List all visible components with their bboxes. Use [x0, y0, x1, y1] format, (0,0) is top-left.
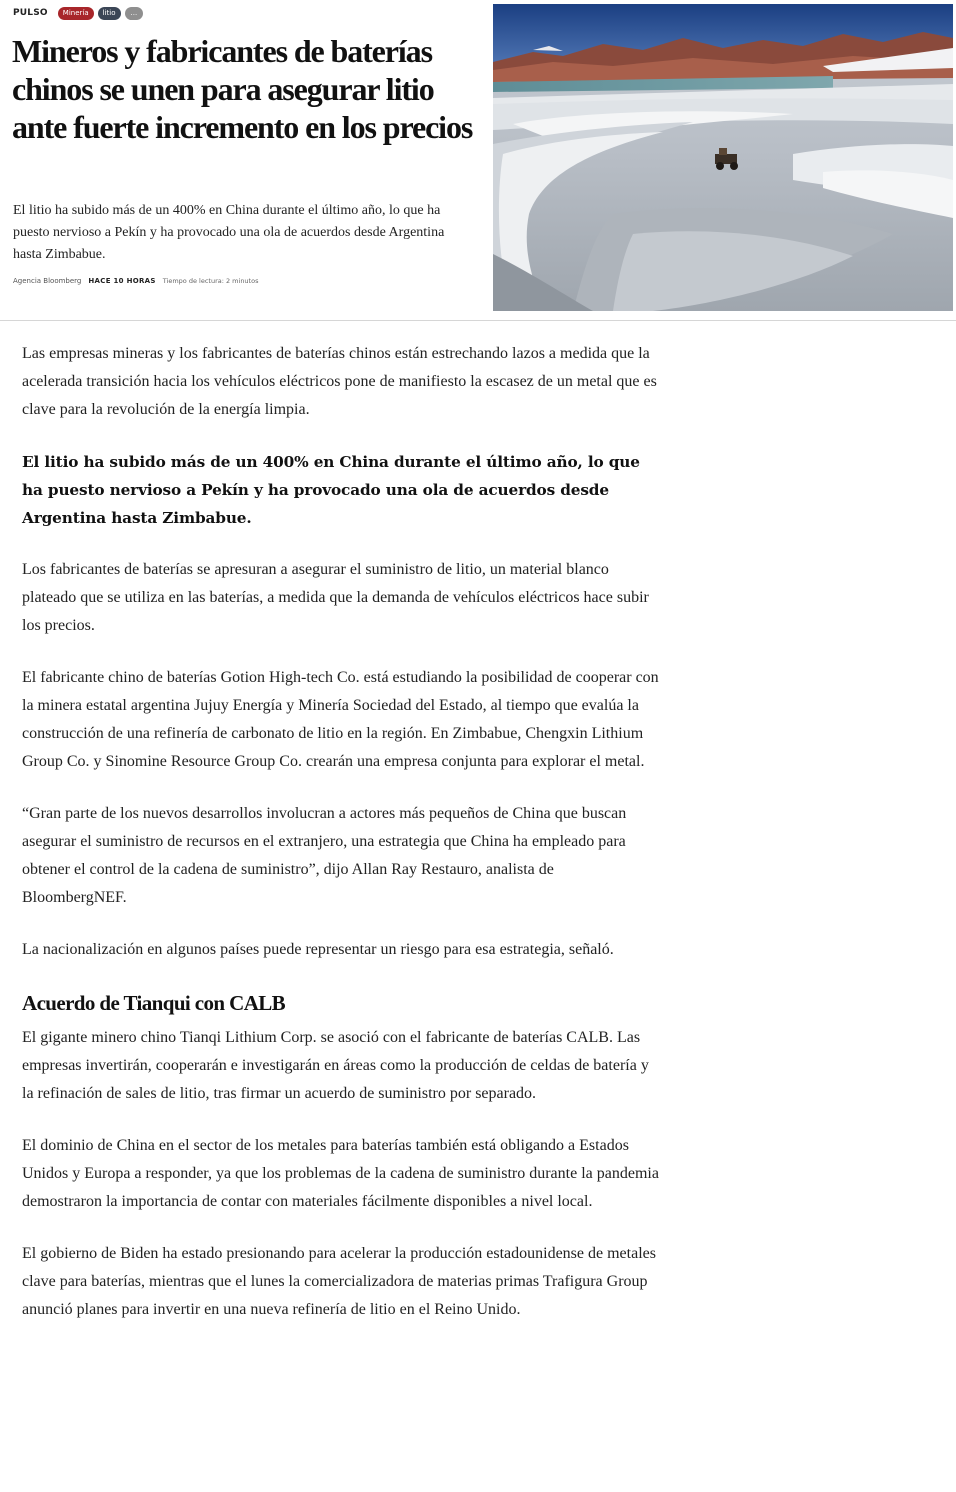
paragraph: El gobierno de Biden ha estado presionando para acelerar la producción estadounidense de metales clave para baterías, mientras que el lunes la comercializadora de materias primas Trafigura Group anunció planes para invertir en una nueva refinería de litio en el Reino Unido.: [22, 1245, 656, 1318]
paragraph: El fabricante chino de baterías Gotion High-tech Co. está estudiando la posibilidad de cooperar con la minera estatal argentina Jujuy Energía y Minería Sociedad del Estado, al tiempo que evalúa la construcción de una refinería de carbonato de litio en la región. En Zimbabue, Chengxin Lithium Group Co. y Sinomine Resource Group Co. crearán una empresa conjunta para explorar el metal.: [22, 669, 659, 770]
header-divider: [0, 320, 956, 321]
paragraph: El gigante minero chino Tianqi Lithium Corp. se asoció con el fabricante de baterías CALB. Las empresas invertirán, cooperarán e investigarán en áreas como la producción de celdas de batería y la refinación de sales de litio, tras firmar un acuerdo de suministro por separado.: [22, 1029, 649, 1102]
paragraph: La nacionalización en algunos países puede representar un riesgo para esa estrategia, señaló.: [22, 941, 614, 958]
lead-paragraph: El litio ha subido más de un 400% en China durante el último año, lo que ha puesto nervioso a Pekín y ha provocado una ola de acuerdos desde Argentina hasta Zimbabue.: [22, 453, 640, 527]
tag-litio[interactable]: litio: [98, 7, 121, 20]
reading-time: Tiempo de lectura: 2 minutos: [162, 277, 259, 285]
section-link[interactable]: PULSO: [13, 8, 48, 18]
paragraph: “Gran parte de los nuevos desarrollos involucran a actores más pequeños de China que buscan asegurar el suministro de recursos en el extranjero, una estrategia que China ha empleado para obtener el control de la cadena de suministro”, dijo Allan Ray Restauro, analista de BloombergNEF.: [22, 805, 627, 906]
more-tags-button[interactable]: ...: [125, 7, 144, 20]
article-meta: [13, 277, 258, 285]
paragraph: El dominio de China en el sector de los metales para baterías también está obligando a Estados Unidos y Europa a responder, ya que los problemas de la cadena de suministro durante la pandemia demostraron la importancia de contar con materiales fácilmente disponibles a nivel local.: [22, 1137, 659, 1210]
hero-image: [493, 4, 953, 311]
paragraph: Los fabricantes de baterías se apresuran a asegurar el suministro de litio, un material blanco plateado que se utiliza en las baterías, a medida que la demanda de vehículos eléctricos hace subir los precios.: [22, 561, 649, 634]
article-title: Mineros y fabricantes de baterías chinos se unen para asegurar litio ante fuerte incremento en los precios: [12, 33, 473, 145]
tag-mineria[interactable]: Minería: [58, 7, 94, 20]
publish-time: HACE 10 HORAS: [88, 277, 156, 285]
tag-row: [13, 4, 143, 22]
article-subtitle: El litio ha subido más de un 400% en China durante el último año, lo que ha puesto nervioso a Pekín y ha provocado una ola de acuerdos desde Argentina hasta Zimbabue.: [13, 203, 445, 262]
salt-flat-photo: [493, 4, 953, 311]
article-body: [22, 340, 662, 1348]
article-header: [0, 0, 956, 320]
author-link[interactable]: Agencia Bloomberg: [13, 277, 82, 285]
paragraph: Las empresas mineras y los fabricantes de baterías chinos están estrechando lazos a medida que la acelerada transición hacia los vehículos eléctricos pone de manifiesto la escasez de un metal que es clave para la revolución de la energía limpia.: [22, 345, 657, 418]
section-heading: Acuerdo de Tianqui con CALB: [22, 991, 286, 1015]
